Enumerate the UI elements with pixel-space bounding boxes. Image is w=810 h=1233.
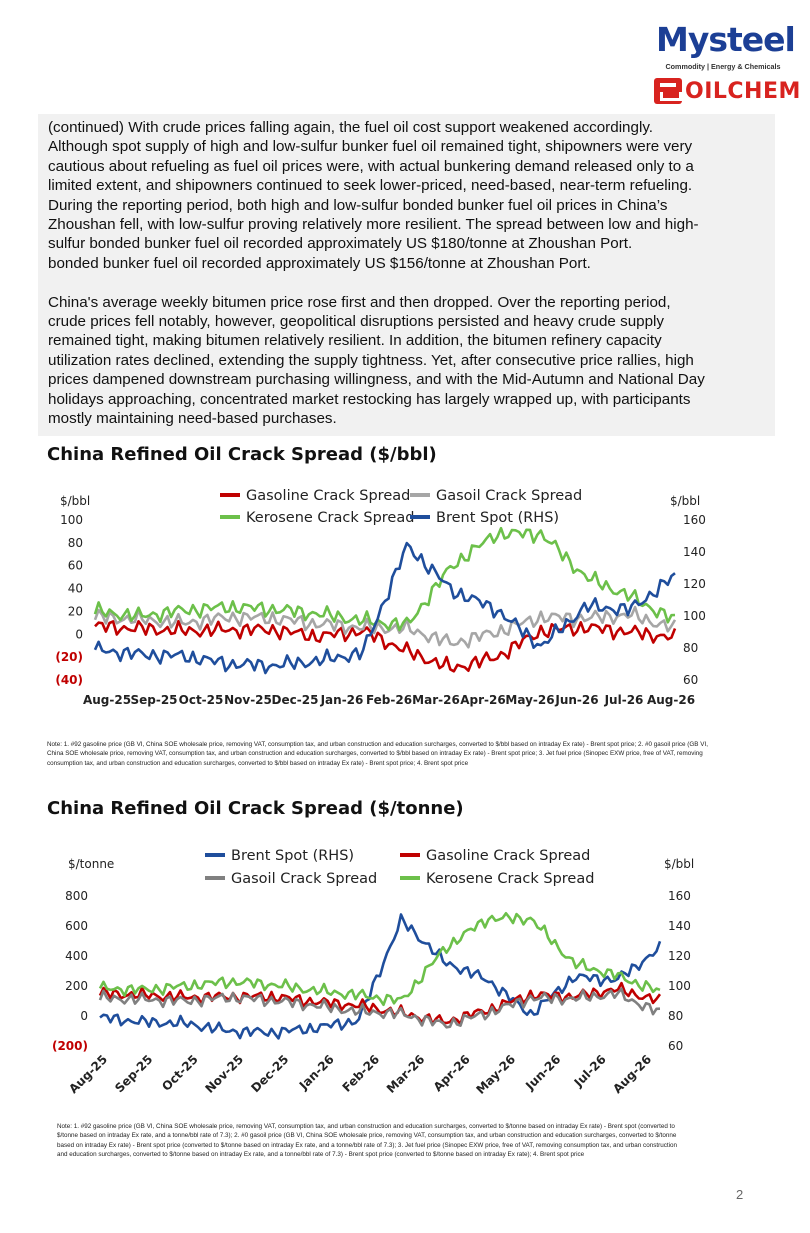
y-tick-label: (20) — [55, 650, 83, 665]
x-tick-label: Aug-25 — [82, 693, 132, 707]
body-line: crude prices fell notably, however, geopolitical disruptions persisted and heavy crude supply — [48, 313, 665, 331]
body-line: prices dampened downstream purchasing willingness, and with the Mid-Autumn and National Day — [48, 371, 705, 389]
oilchem-wordmark — [654, 78, 801, 104]
x-tick-label: Feb-26 — [365, 693, 413, 707]
body-line: Although spot supply of high and low-sulfur bunker fuel oil remained tight, shipowners were very — [48, 138, 693, 156]
y-tick-label: (40) — [55, 673, 83, 687]
y2-tick-label: 80 — [683, 641, 699, 655]
body-line: cautious about refueling as fuel oil prices were, with actual bunkering demand released only to a — [48, 157, 694, 175]
x-tick-label: Dec-25 — [248, 1052, 292, 1096]
oilchem-text: OILCHEM — [685, 78, 801, 104]
x-tick-label: May-26 — [473, 1052, 519, 1097]
body-line: During the reporting period, both high and low-sulfur bonded bunker fuel oil prices in China’s — [48, 196, 668, 214]
legend-label: Kerosene Crack Spread — [426, 871, 595, 887]
y2-tick-label: 120 — [668, 949, 691, 963]
x-tick-label: Jan-26 — [296, 1052, 337, 1093]
logo-tagline: Commodity | Energy & Chemicals — [665, 62, 781, 71]
y2-tick-label: 100 — [683, 609, 706, 623]
y2-tick-label: 140 — [683, 545, 706, 559]
x-tick-label: Aug-25 — [66, 1052, 111, 1097]
x-tick-label: May-26 — [505, 693, 555, 707]
x-tick-label: Jul-26 — [604, 693, 644, 707]
oilchem-logo-icon — [654, 78, 682, 104]
series-line — [100, 915, 660, 1039]
x-tick-label: Oct-25 — [178, 693, 224, 707]
y2-tick-label: 160 — [683, 513, 706, 527]
legend-label: Gasoline Crack Spread — [246, 488, 411, 504]
crack-spread-bbl-chart — [40, 480, 720, 710]
legend-label: Gasoil Crack Spread — [231, 871, 378, 887]
x-tick-label: Jan-26 — [320, 693, 364, 707]
body-line: sulfur bonded bunker fuel oil recorded approximately US $180/tonne at Zhoushan Port. — [48, 235, 633, 253]
x-tick-label: Aug-26 — [646, 693, 696, 707]
legend-label: Brent Spot (RHS) — [436, 510, 560, 526]
legend-label: Gasoline Crack Spread — [426, 848, 591, 864]
x-tick-label: Nov-25 — [224, 693, 272, 707]
chart2-title: China Refined Oil Crack Spread ($/tonne) — [47, 798, 464, 819]
y2-tick-label: 120 — [683, 577, 706, 591]
y-tick-label: 60 — [67, 558, 83, 573]
body-line: Zhoushan fell, with low-sulfur proving relatively more resilient. The spread between low and high- — [48, 216, 699, 234]
page-number: 2 — [736, 1187, 744, 1202]
x-tick-label: Apr-26 — [430, 1052, 473, 1095]
x-tick-label: Jun-26 — [555, 693, 599, 707]
y-axis-unit-label: $/tonne — [68, 857, 115, 871]
y-tick-label: 0 — [75, 627, 83, 642]
body-line: bonded bunker fuel oil recorded approximately US $156/tonne at Zhoushan Port. — [48, 254, 591, 272]
y-axis-unit-label: $/bbl — [60, 494, 91, 508]
chart2-note: Note: 1. #92 gasoline price (GB VI, China SOE wholesale price, removing VAT, consumption tax, and urban construction and education surcharges, converted to $/tonne based on intraday Ex rate) - Brent spot (converted to $/tonne based on intraday Ex rate, and a tonne/bbl rate of 7.3); 2. #0 gasoil price (GB VI, China SOE wholesale price, removing VAT, consumption tax, and urban construction and education surcharges, converted to $/tonne based on intraday Ex rate) - Brent spot price (converted to $/tonne based on intraday Ex rate, and a tonne/bbl rate of 7.3); 3. Jet fuel price (Sinopec EXW price, free of VAT, removing consumption tax, and urban construction and education surcharges, converted to $/tonne based on intraday Ex rate, and a tonne/bbl rate of 7.3) - Brent spot price (converted to $/tonne based on intraday Ex rate); 4. Brent spot price — [57, 1123, 677, 1159]
x-tick-label: Dec-25 — [271, 693, 319, 707]
y-tick-label: 80 — [67, 535, 83, 550]
y-tick-label: 40 — [67, 581, 83, 596]
y2-tick-label: 140 — [668, 919, 691, 933]
y2-tick-label: 60 — [683, 673, 699, 687]
y-tick-label: 0 — [80, 1009, 88, 1023]
body-line: mostly maintaining need-based purchases. — [48, 410, 337, 428]
y2-axis-unit-label: $/bbl — [670, 494, 701, 508]
body-line: limited extent, and shipowners continued to seek lower-priced, need-based, near-term refueling. — [48, 177, 693, 195]
y2-tick-label: 100 — [668, 979, 691, 993]
x-tick-label: Mar-26 — [383, 1052, 428, 1096]
y-tick-label: 800 — [65, 889, 88, 903]
series-line — [95, 528, 675, 630]
x-tick-label: Mar-26 — [412, 693, 460, 707]
mysteel-oilchem-logo — [652, 18, 801, 108]
body-line: China's average weekly bitumen price rose first and then dropped. Over the reporting period, — [48, 293, 671, 311]
y2-tick-label: 60 — [668, 1039, 684, 1053]
series-line — [100, 983, 660, 1024]
crack-spread-tonne-chart — [40, 838, 720, 1100]
body-line: holidays approaching, concentrated market restocking has largely wrapped up, with participants — [48, 390, 691, 408]
x-tick-label: Jun-26 — [522, 1052, 564, 1093]
y2-axis-unit-label: $/bbl — [664, 857, 695, 871]
y-tick-label: 20 — [67, 604, 83, 619]
series-line — [100, 913, 660, 1005]
y2-tick-label: 80 — [668, 1009, 684, 1023]
x-tick-label: Nov-25 — [202, 1052, 247, 1096]
y-tick-label: 600 — [65, 919, 88, 933]
x-tick-label: Feb-26 — [339, 1052, 383, 1095]
chart1-note: Note: 1. #92 gasoline price (GB VI, China SOE wholesale price, removing VAT, consumption tax, and urban construction and education surcharges, converted to $/bbl based on intraday Ex rate) - Brent spot price; 2. #0 gasoil price (GB VI, China SOE wholesale price, removing VAT, consumption tax, and urban construction and education surcharges, converted to $/bbl based on intraday Ex rate) - Brent spot price; 3. Jet fuel price (Sinopec EXW price, free of VAT, removing consumption tax, and urban construction and education surcharges, converted to $/bbl based on intraday Ex rate) - Brent spot price; 4. Brent spot price — [47, 741, 708, 767]
series-line — [95, 621, 675, 671]
body-line: utilization rates declined, extending the supply tightness. Yet, after consecutive price rallies, high — [48, 351, 694, 369]
x-tick-label: Jul-26 — [571, 1052, 609, 1090]
y2-tick-label: 160 — [668, 889, 691, 903]
chart1-title: China Refined Oil Crack Spread ($/bbl) — [47, 444, 437, 465]
y-tick-label: 100 — [60, 513, 83, 527]
x-tick-label: Sep-25 — [130, 693, 178, 707]
x-tick-label: Aug-26 — [610, 1052, 655, 1097]
legend-label: Brent Spot (RHS) — [231, 848, 355, 864]
x-tick-label: Apr-26 — [460, 693, 506, 707]
x-tick-label: Sep-25 — [112, 1052, 156, 1096]
y-tick-label: 200 — [65, 979, 88, 993]
body-line: (continued) With crude prices falling again, the fuel oil cost support weakened accordingly. — [48, 119, 654, 136]
mysteel-wordmark: Mysteel — [656, 20, 795, 59]
y-tick-label: 400 — [65, 949, 88, 963]
x-tick-label: Oct-25 — [159, 1052, 201, 1094]
y-tick-label: (200) — [51, 1039, 88, 1053]
body-line: remained tight, making bitumen relatively resilient. In addition, the bitumen refinery capacity — [48, 332, 662, 350]
legend-label: Kerosene Crack Spread — [246, 510, 415, 526]
commentary-text-box — [38, 114, 775, 436]
legend-label: Gasoil Crack Spread — [436, 488, 583, 504]
